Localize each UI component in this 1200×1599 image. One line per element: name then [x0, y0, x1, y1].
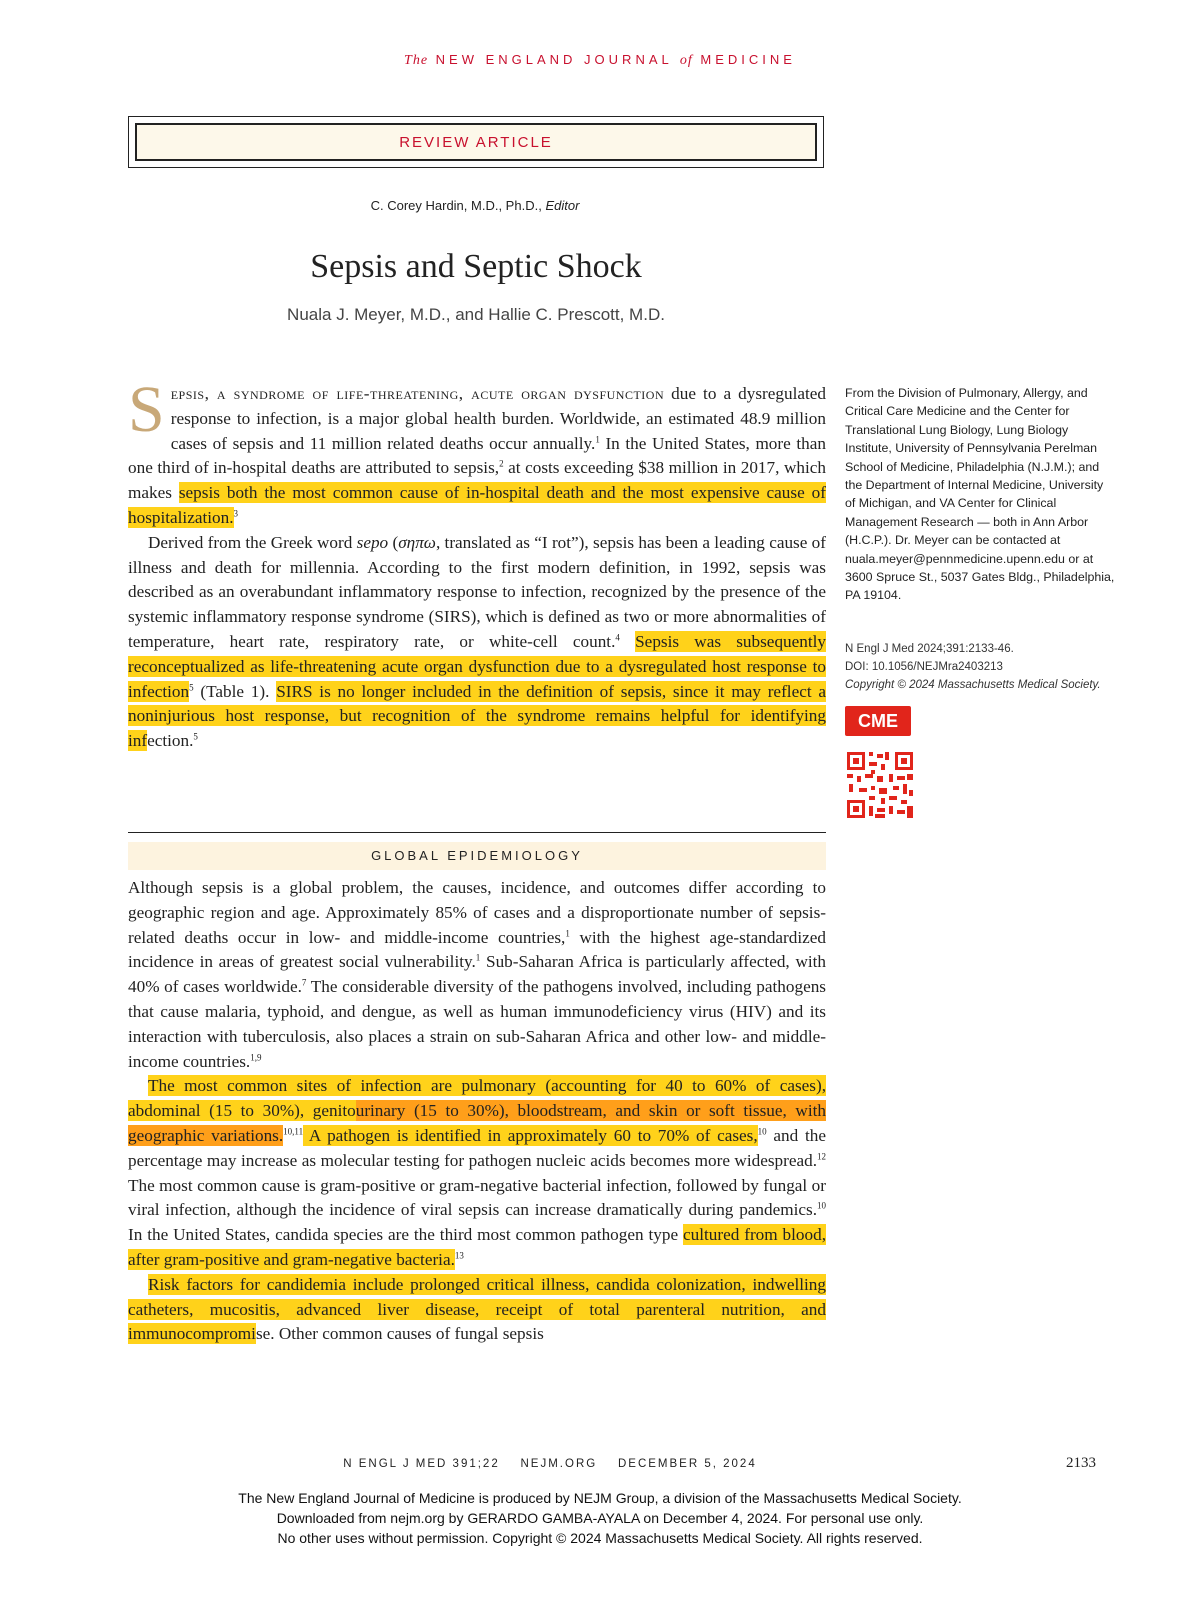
table-link[interactable]: (Table 1). [193, 681, 277, 701]
editor-credit: C. Corey Hardin, M.D., Ph.D., Editor [370, 198, 580, 213]
doi-link[interactable]: DOI: 10.1056/NEJMra2403213 [845, 661, 1003, 673]
highlight: A pathogen is identified in approximately 60 to 70% of cases, [303, 1125, 758, 1145]
intro-paragraph-2: Derived from the Greek word sepo (σηπω, translated as “I rot”), sepsis has been a leading cause of illness and death for millennia. According to the first modern definition, in 1992, sepsis was described as an overabundant inflammatory response to infection, recognized by the presence of the systemic inflammatory response syndrome (SIRS), which is defined as two or more abnormalities of temperature, heart rate, respiratory rate, or white-cell count.$^4$ Sepsis was subsequently reconceptualized as life-threatening acute organ dysfunction due to a dysregulated host response to infection$^5$ (Table 1). SIRS is no longer included in the definition of sepsis, since it may reflect a noninjurious host response, but recognition of the syndrome remains helpful for identifying infection.$^5$ [128, 532, 827, 751]
page-number: 2133 [1066, 1455, 1096, 1471]
issue-line: N ENGL J MED 391;22 NEJM.ORG DECEMBER 5, 2024 [343, 1458, 757, 1470]
intro-text [128, 373, 827, 754]
article-title: Sepsis and Septic Shock [310, 248, 642, 285]
highlight: cultured from blood, after gram-positive and gram-negative bacteria. [128, 1225, 826, 1269]
publisher-notice: The New England Journal of Medicine is produced by NEJM Group, a division of the Massachusetts Medical Society. [238, 1490, 962, 1506]
section-heading: GLOBAL EPIDEMIOLOGY [128, 842, 826, 870]
qr-code-icon[interactable] [845, 750, 915, 820]
article-authors: Nuala J. Meyer, M.D., and Hallie C. Prescott, M.D. [287, 305, 665, 324]
cme-badge[interactable]: CME [845, 706, 911, 736]
section-rule [128, 832, 826, 833]
highlight: The most common sites of infection are pulmonary (accounting for 40 to 60% of cases), abdominal (15 to 30%), genito [128, 1076, 826, 1121]
section-paragraph-1: Although sepsis is a global problem, the causes, incidence, and outcomes differ according to geographic region and age. Approximately 85% of cases and a disproportionate number of sepsis-related deaths occur in low- and middle-income countries,$^1$ with the highest age-standardized incidence in areas of greatest social vulnerability.$^1$ Sub-Saharan Africa is particularly affected, with 40% of cases worldwide.$^7$ The considerable diversity of the pathogens involved, including pathogens that cause malaria, typhoid, and dengue, as well as human immunodeficiency virus (HIV) and its interaction with tuberculosis, also places a strain on sub-Saharan Africa and other low- and middle-income countries.$^{1,9}$ [128, 878, 827, 1071]
drop-cap: S [128, 373, 165, 446]
highlight-orange: urinary (15 to 30%), bloodstream, and skin or soft tissue, with geographic variations. [128, 1101, 826, 1145]
copyright: Copyright © 2024 Massachusetts Medical Society. [845, 679, 1101, 691]
article-type-label: REVIEW ARTICLE [135, 123, 817, 161]
section-paragraph-3: Risk factors for candidemia include prolonged critical illness, candida colonization, indwelling catheters, mucositis, advanced liver disease, receipt of total parenteral nutrition, and immunocompromise. Other common causes of fungal sepsis [128, 1274, 826, 1344]
highlight: Risk factors for candidemia include prolonged critical illness, candida colonization, indwelling catheters, mucositis, advanced liver disease, receipt of total parenteral nutrition, and immunocompromi [128, 1274, 826, 1344]
journal-masthead: The NEW ENGLAND JOURNAL of MEDICINE [404, 52, 796, 68]
highlight: Sepsis was subsequently reconceptualized as life-threatening acute organ dysfunction due to a dysregulated host response to infection [128, 631, 826, 701]
author-affiliations: From the Division of Pulmonary, Allergy, and Critical Care Medicine and the Center for Translational Lung Biology, Lung Biology Institute, University of Pennsylvania Perelman School of Medicine, Philadelphia (N.J.M.); and the Department of Internal Medicine, University of Michigan, and VA Center for Clinical Management Research — both in Ann Arbor (H.C.P.). Dr. Meyer can be contacted at nuala.meyer@pennmedicine.upenn.edu or at 3600 Spruce St., 5037 Gates Bldg., Philadelphia, PA 19104. [845, 386, 1115, 603]
section-paragraph-2: The most common sites of infection are pulmonary (accounting for 40 to 60% of cases), abdominal (15 to 30%), genitourinary (15 to 30%), bloodstream, and skin or soft tissue, with geographic variations.$^{10,11}$ A pathogen is identified in approximately 60 to 70% of cases,$^{10}$ and the percentage may increase as molecular testing for pathogen nucleic acids becomes more widespread.$^{12}$ The most common cause is gram-positive or gram-negative bacterial infection, followed by fungal or viral infection, although the incidence of viral sepsis can increase dramatically during pandemics.$^{10}$ In the United States, candida species are the third most common pathogen type cultured from blood, after gram-positive and gram-negative bacteria.$^{13}$ [128, 1076, 826, 1269]
rights-notice: No other uses without permission. Copyright © 2024 Massachusetts Medical Society. All rights reserved. [277, 1530, 923, 1546]
citation: N Engl J Med 2024;391:2133-46. [845, 643, 1014, 655]
article-type-box [128, 116, 824, 168]
download-notice: Downloaded from nejm.org by GERARDO GAMBA-AYALA on December 4, 2024. For personal use only. [276, 1510, 924, 1526]
section-text [128, 876, 826, 1347]
intro-paragraph-1: Sepsis, a syndrome of life-threatening, acute organ dysfunction due to a dysregulated response to infection, is a major global health burden. Worldwide, an estimated 48.9 million cases of sepsis and 11 million related deaths occur annually.$^1$ In the United States, more than one third of in-hospital deaths are attributed to sepsis,$^2$ at costs exceeding $38 million in 2017, which makes sepsis both the most common cause of in-hospital death and the most expensive cause of hospitalization.$^3$ [128, 373, 826, 527]
highlight: SIRS is no longer included in the definition of sepsis, since it may reflect a noninjurious host response, but recognition of the syndrome remains helpful for identifying inf [128, 681, 827, 751]
highlight: sepsis both the most common cause of in-hospital death and the most expensive cause of hospitalization. [128, 483, 826, 527]
